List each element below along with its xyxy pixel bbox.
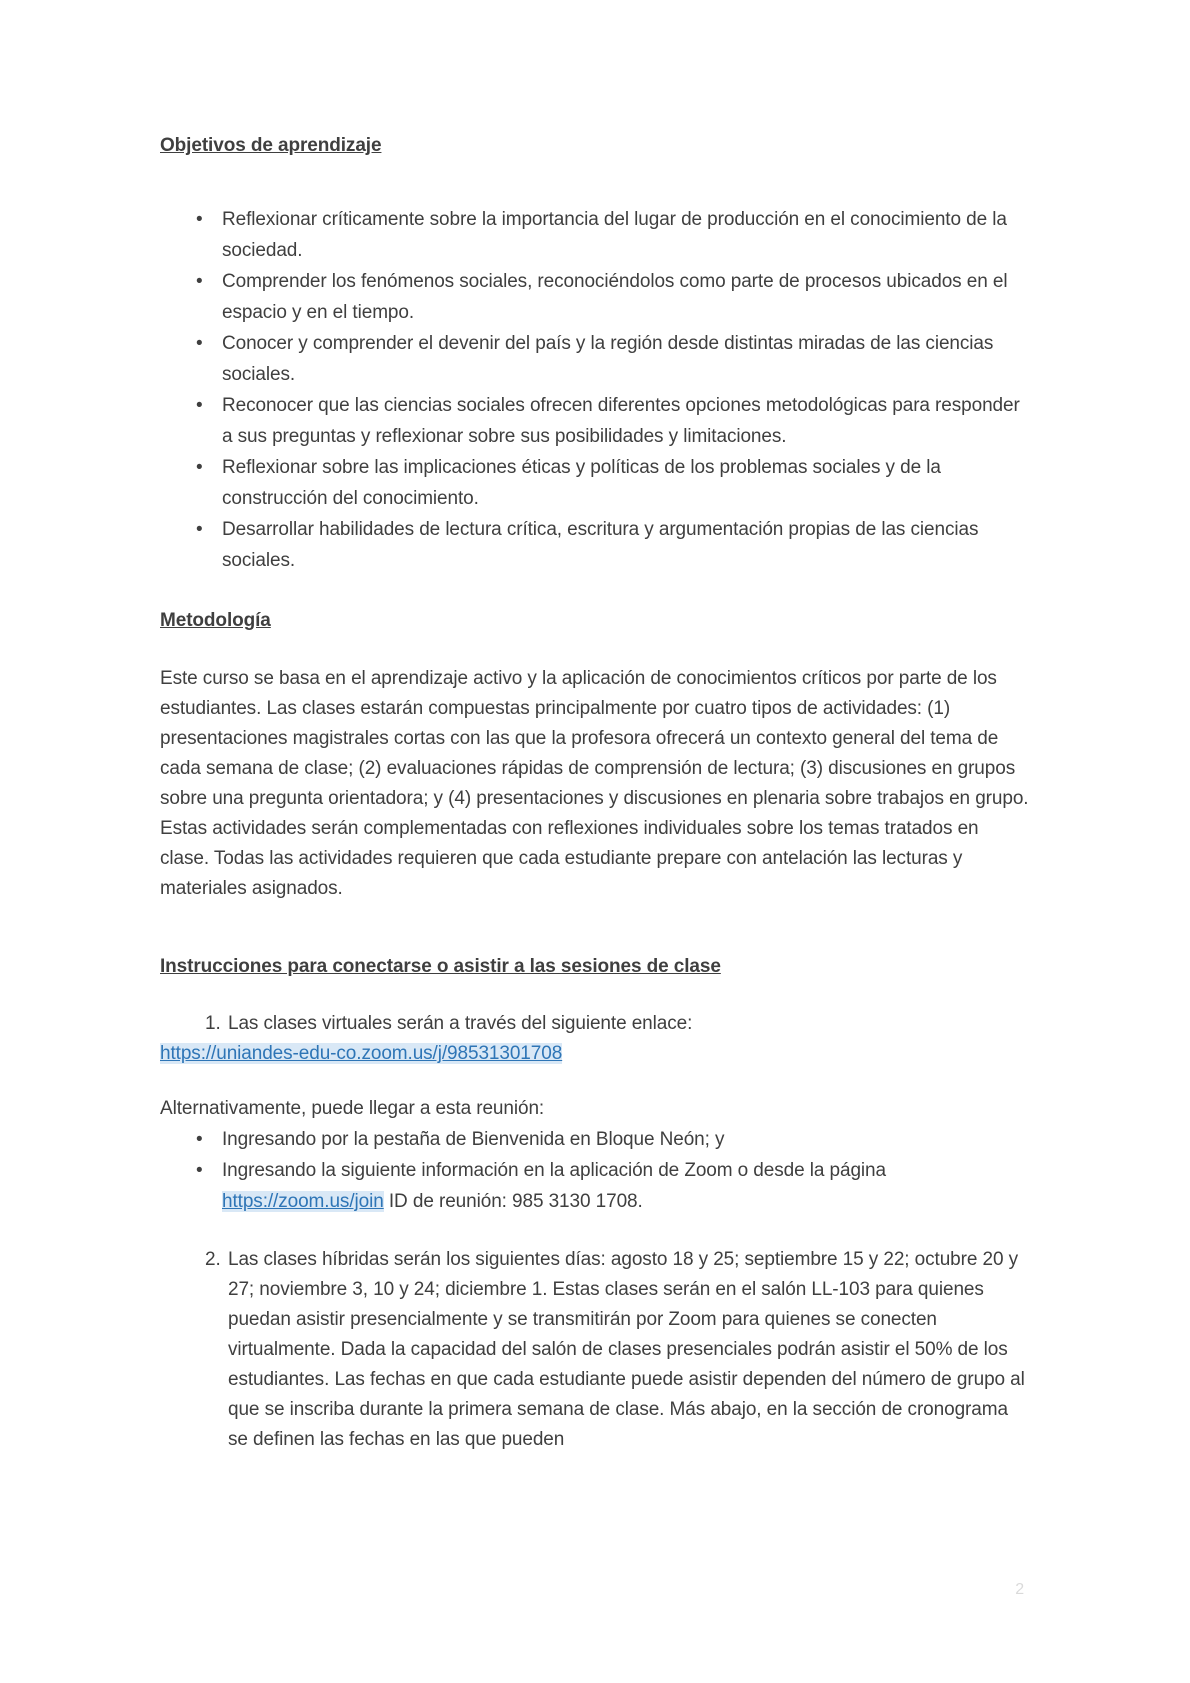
bullet-text: Ingresando por la pestaña de Bienvenida en Bloque Neón; y — [222, 1129, 725, 1150]
zoom-meeting-link[interactable]: https://uniandes-edu-co.zoom.us/j/98531301708 — [160, 1043, 563, 1064]
meeting-link-line — [160, 1039, 1030, 1069]
numbered-item-1 — [160, 1009, 1030, 1039]
zoom-join-link[interactable]: https://zoom.us/join — [222, 1191, 384, 1212]
list-item — [222, 204, 1030, 266]
page-number: 2 — [1015, 1581, 1024, 1598]
numbered-item-2 — [160, 1245, 1030, 1455]
list-item — [222, 266, 1030, 328]
list-item — [222, 1124, 1030, 1155]
list-item — [222, 514, 1030, 576]
bullet-text-pre: Ingresando la siguiente información en la aplicación de Zoom o desde la página — [222, 1160, 886, 1181]
item-number: 2. — [205, 1249, 221, 1270]
metodologia-heading: Metodología — [160, 610, 271, 631]
item-text: Las clases híbridas serán los siguientes días: agosto 18 y 25; septiembre 15 y 22; octubre 20 y 27; noviembre 3, 10 y 24; diciembre 1. Estas clases serán en el salón LL-103 para quienes puedan asistir presencialmente y se transmitirán por Zoom para quienes se conecten virtualmente. Dada la capacidad del salón de clases presenciales podrán asistir el 50% de los estudiantes. Las fechas en que cada estudiante puede asistir dependen del número de grupo al que se inscriba durante la primera semana de clase. Más abajo, en la sección de cronograma se definen las fechas en las que pueden — [228, 1249, 1025, 1450]
item-number: 1. — [205, 1013, 221, 1034]
list-item — [222, 452, 1030, 514]
bullet-text: Reflexionar sobre las implicaciones éticas y políticas de los problemas sociales y de la construcción del conocimiento. — [222, 457, 941, 509]
objetivos-list — [160, 204, 1030, 576]
objetivos-heading: Objetivos de aprendizaje — [160, 135, 382, 156]
alternative-list — [160, 1124, 1030, 1217]
bullet-text: Desarrollar habilidades de lectura crítica, escritura y argumentación propias de las ciencias sociales. — [222, 519, 979, 571]
list-item — [222, 328, 1030, 390]
bullet-text: Conocer y comprender el devenir del país y la región desde distintas miradas de las ciencias sociales. — [222, 333, 994, 385]
bullet-text: Reconocer que las ciencias sociales ofrecen diferentes opciones metodológicas para responder a sus preguntas y reflexionar sobre sus posibilidades y limitaciones. — [222, 395, 1020, 447]
list-item — [222, 1155, 1030, 1217]
bullet-text-post: ID de reunión: 985 3130 1708. — [383, 1191, 643, 1212]
alternative-intro: Alternativamente, puede llegar a esta reunión: — [160, 1098, 545, 1119]
item-text: Las clases virtuales serán a través del siguiente enlace: — [228, 1013, 693, 1034]
bullet-text: Comprender los fenómenos sociales, reconociéndolos como parte de procesos ubicados en el espacio y en el tiempo. — [222, 271, 1008, 323]
instrucciones-heading: Instrucciones para conectarse o asistir a las sesiones de clase — [160, 956, 721, 977]
metodologia-paragraph: Este curso se basa en el aprendizaje activo y la aplicación de conocimientos críticos por parte de los estudiantes. Las clases estarán compuestas principalmente por cuatro tipos de actividades: (1) presentaciones magistrales cortas con las que la profesora ofrecerá un contexto general del tema de cada semana de clase; (2) evaluaciones rápidas de comprensión de lectura; (3) discusiones en grupos sobre una pregunta orientadora; y (4) presentaciones y discusiones en plenaria sobre trabajos en grupo. Estas actividades serán complementadas con reflexiones individuales sobre los temas tratados en clase. Todas las actividades requieren que cada estudiante prepare con antelación las lecturas y materiales asignados. — [160, 668, 1029, 899]
list-item — [222, 390, 1030, 452]
bullet-text: Reflexionar críticamente sobre la importancia del lugar de producción en el conocimiento de la sociedad. — [222, 209, 1007, 261]
